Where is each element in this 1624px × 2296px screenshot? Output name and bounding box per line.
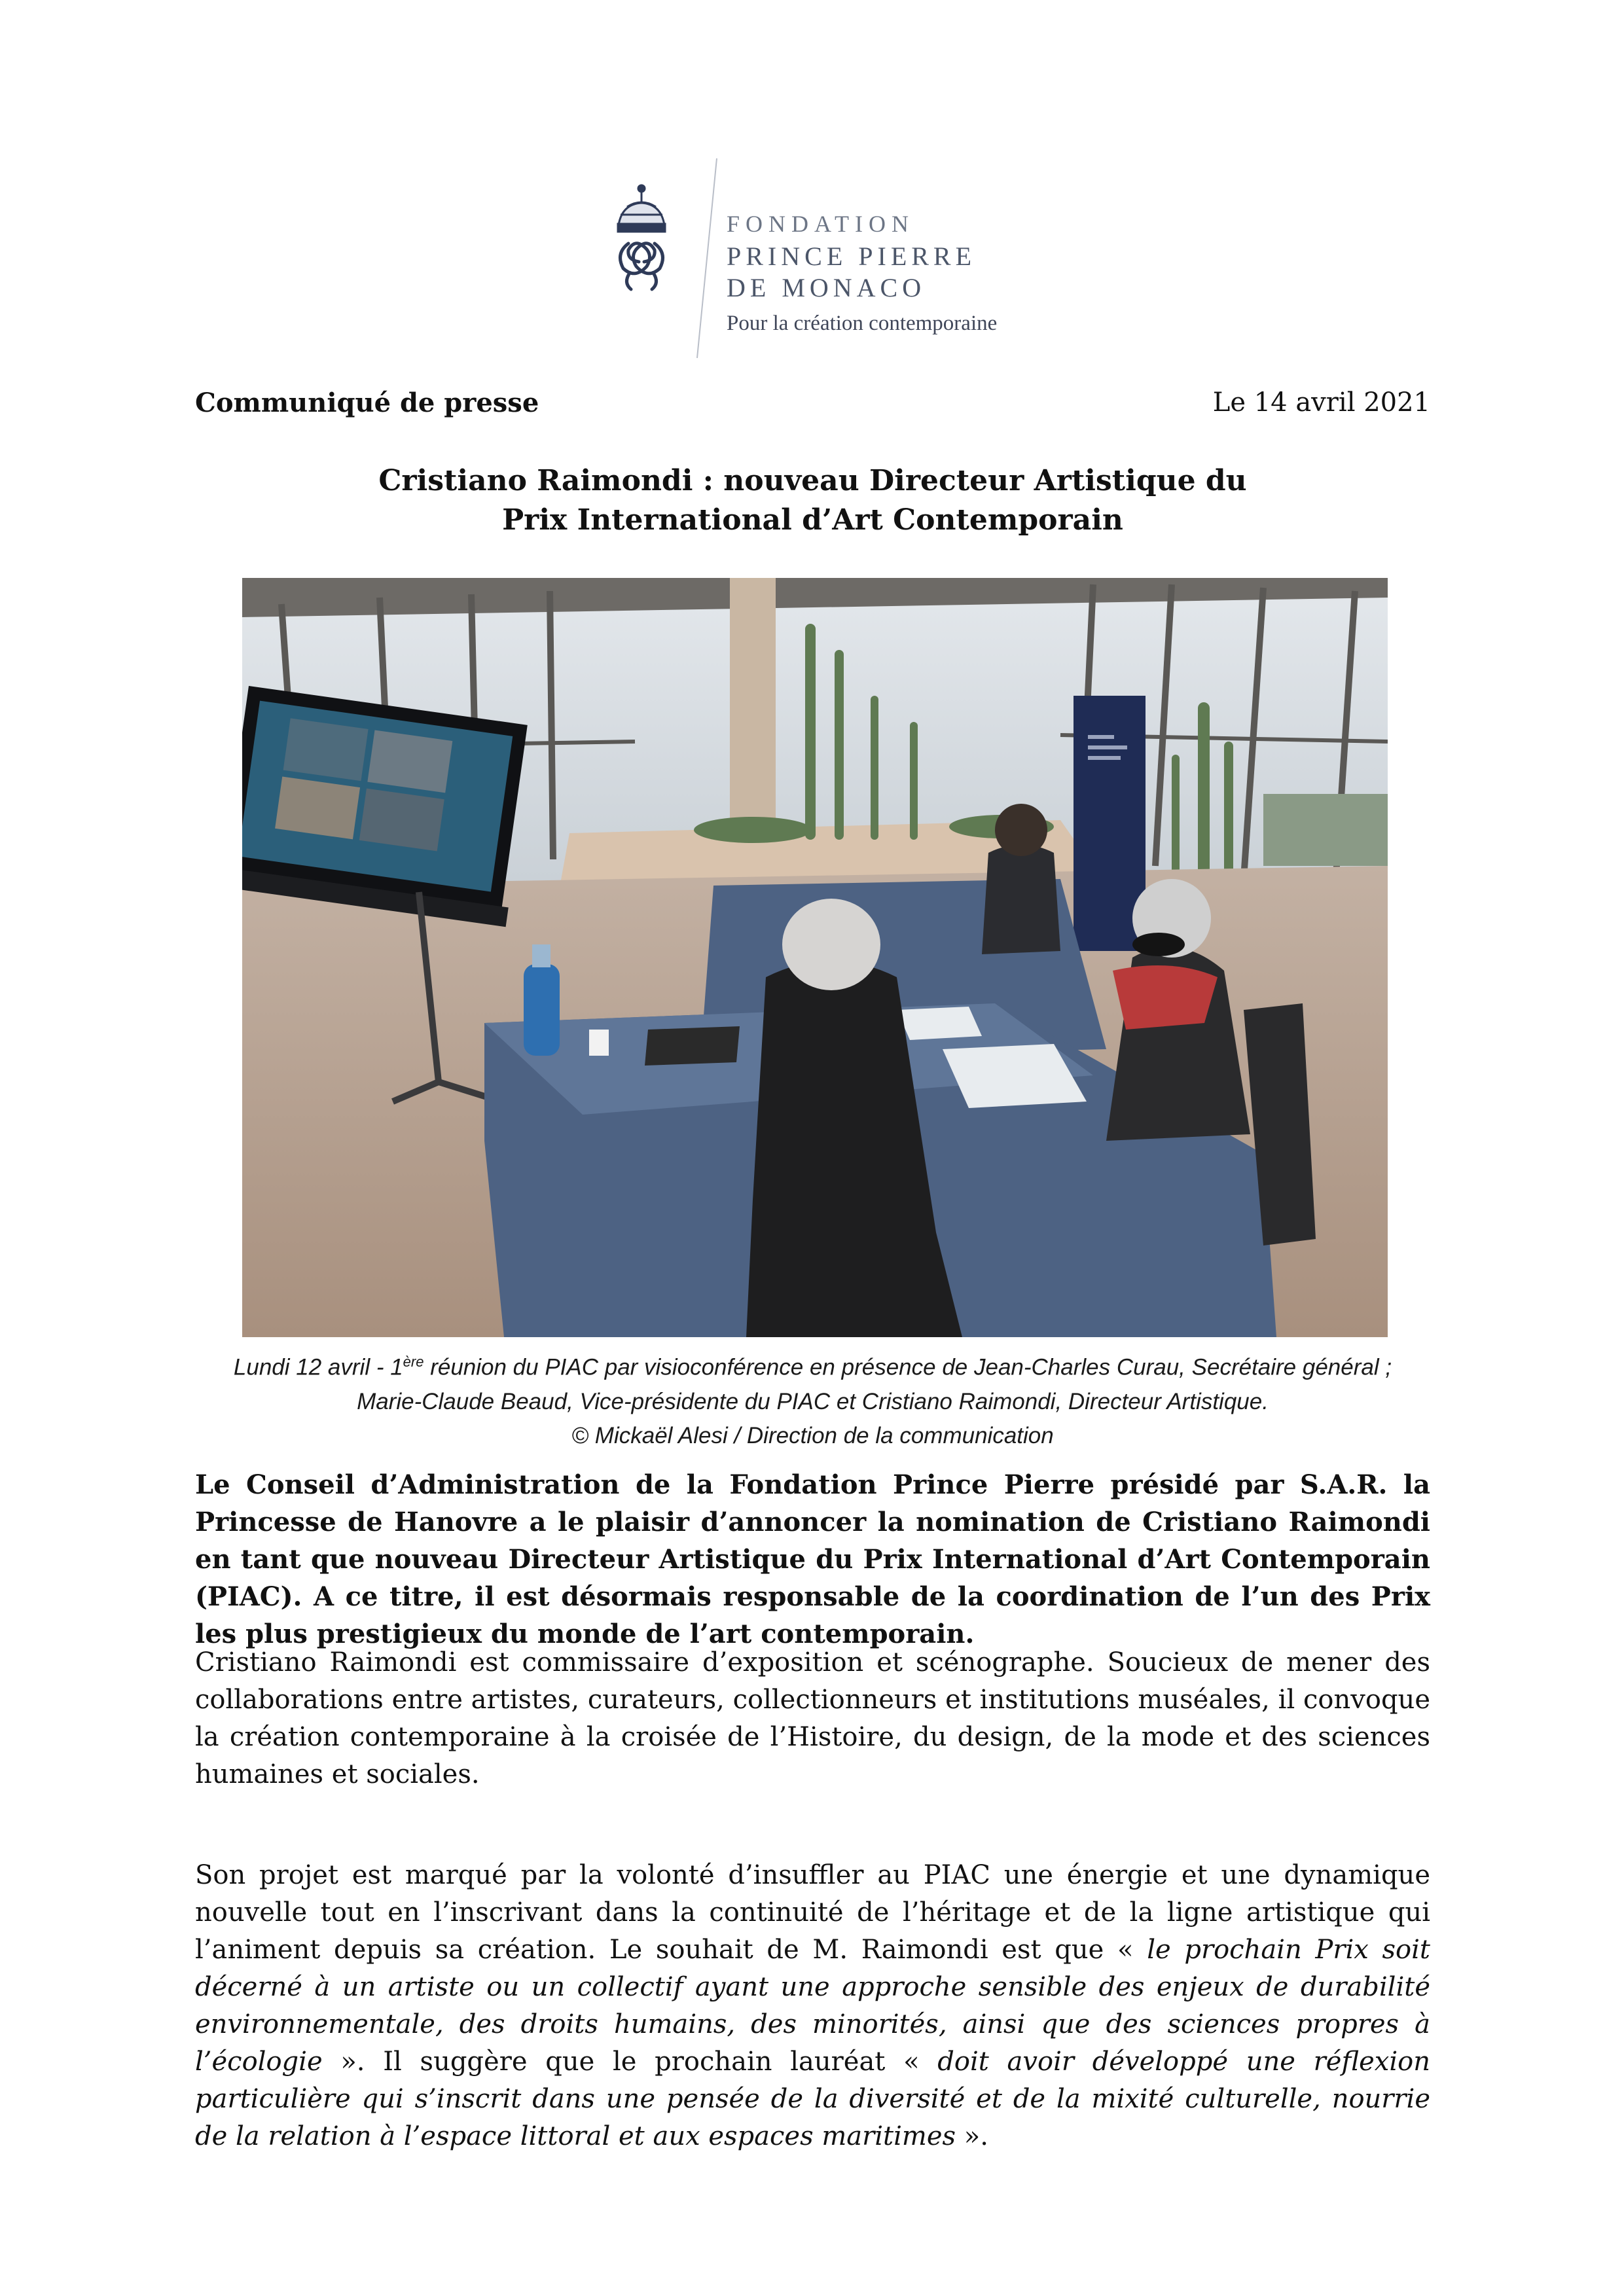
logo-line-fondation: FONDATION — [727, 211, 914, 237]
body-paragraph-3 — [195, 1857, 1430, 2155]
caption-credit: © Mickaël Alesi / Direction de la communication — [571, 1422, 1054, 1448]
caption-line-1 — [195, 1345, 1430, 1385]
foundation-logo — [609, 152, 1028, 361]
lead-paragraph: Le Conseil d’Administration de la Fondation Prince Pierre présidé par S.A.R. la Princesse de Hanovre a le plaisir d’annoncer la nomination de Cristiano Raimondi en tant que nouveau Directeur Artistique du Prix International d’Art Contemporain (PIAC). A ce titre, il est désormais responsable de la coordination de l’un des Prix les plus prestigieux du monde de l’art contemporain. — [195, 1469, 1430, 1649]
logo-line-de-monaco: DE MONACO — [727, 273, 926, 302]
p3-text-b: ». Il suggère que le prochain lauréat « — [322, 2047, 938, 2077]
meeting-room-illustration — [242, 578, 1388, 1337]
p3-quote-2: doit avoir développé une réflexion particulière qui s’inscrit dans une pensée de la diversité et de la mixité culturelle, nourrie de la relation à l’espace littoral et aux espaces maritimes — [195, 2047, 1430, 2151]
logo-tagline: Pour la création contemporaine — [727, 312, 998, 335]
caption-line-2: Marie-Claude Beaud, Vice-présidente du PIAC et Cristiano Raimondi, Directeur Artistique. — [357, 1388, 1269, 1414]
title-line-1: Cristiano Raimondi : nouveau Directeur Artistique du — [378, 464, 1247, 497]
meeting-photo — [242, 578, 1388, 1337]
caption-line-1-end: réunion du PIAC par visioconférence en présence de Jean-Charles Curau, Secrétaire général ; — [424, 1354, 1392, 1380]
title-line-2: Prix International d’Art Contemporain — [502, 503, 1123, 537]
body-paragraph-2: Cristiano Raimondi est commissaire d’exposition et scénographe. Soucieux de mener des collaborations entre artistes, curateurs, collectionneurs et institutions muséales, il convoque la création contemporaine à la croisée de l’Histoire, du design, de la mode et des sciences humaines et sociales. — [195, 1647, 1430, 1789]
p3-text-c: ». — [956, 2121, 988, 2151]
p3-quote-1: le prochain Prix soit décerné à un artiste ou un collectif ayant une approche sensible des enjeux de durabilité environnementale, des droits humains, des minorités, ainsi que des sciences propres à l’écologie — [195, 1935, 1430, 2077]
page-title — [195, 461, 1430, 540]
caption-superscript: ère — [403, 1354, 424, 1370]
p3-text-a: Son projet est marqué par la volonté d’insuffler au PIAC une énergie et une dynamique nouvelle tout en l’inscrivant dans la continuité de l’héritage et de la ligne artistique qui l’animent depuis sa création. Le souhait de M. Raimondi est que « — [195, 1860, 1430, 1965]
document-type: Communiqué de presse — [195, 387, 539, 418]
caption-line-1-start: Lundi 12 avril - 1 — [233, 1354, 403, 1380]
document-date: Le 14 avril 2021 — [1212, 387, 1430, 418]
header-row — [195, 387, 1430, 427]
photo-caption — [195, 1345, 1430, 1453]
logo-line-prince-pierre: PRINCE PIERRE — [727, 242, 977, 271]
